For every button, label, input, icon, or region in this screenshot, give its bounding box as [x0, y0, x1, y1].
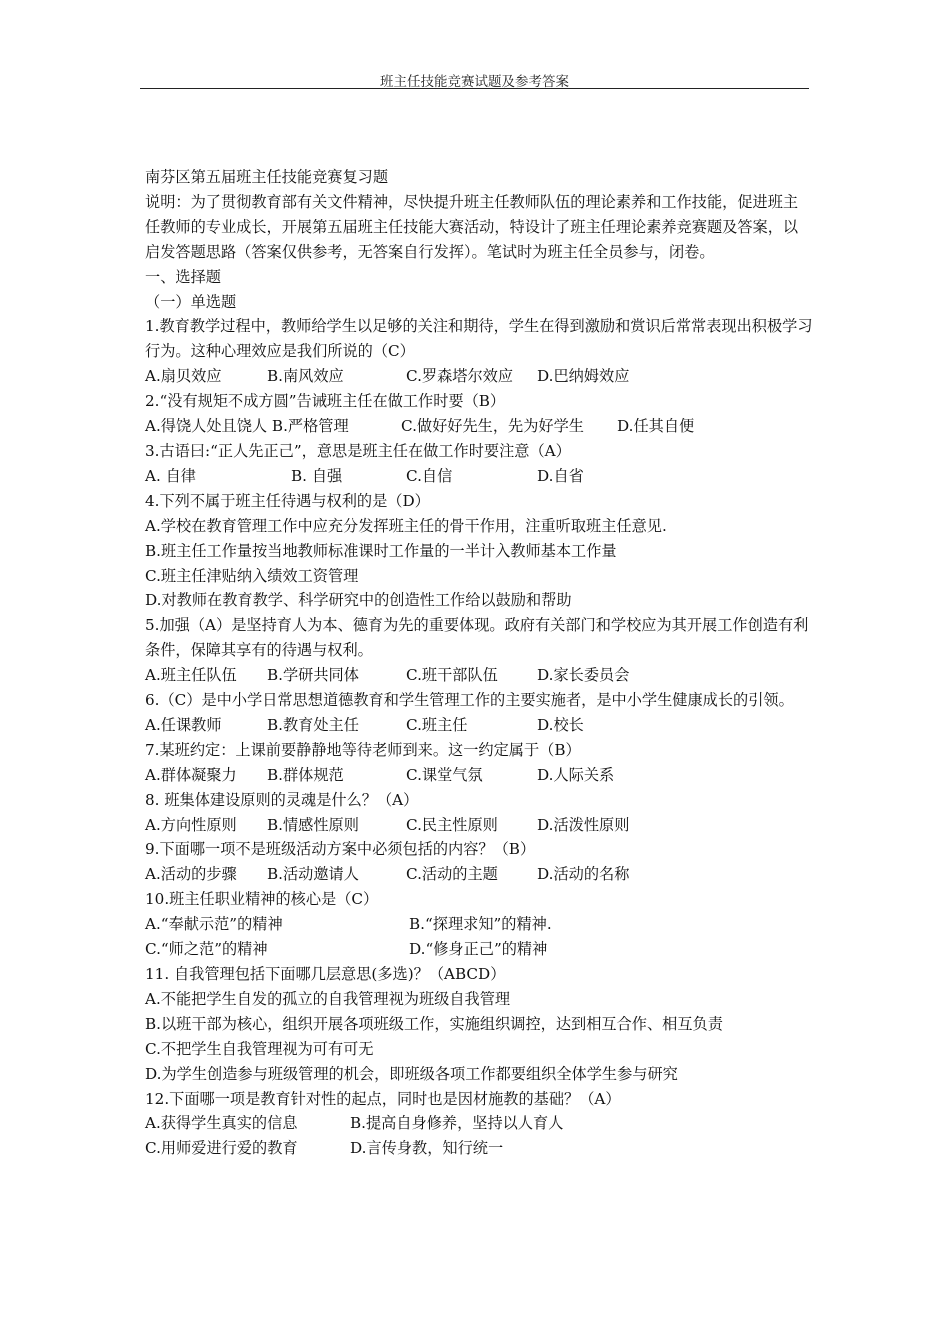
- option-b: B.提高自身修养，坚持以人育人: [350, 1114, 564, 1133]
- option-d: D.言传身教，知行统一: [350, 1139, 504, 1158]
- question-2-options: [145, 414, 813, 439]
- page-header: 班主任技能竞赛试题及参考答案: [380, 74, 569, 90]
- question-8-options: [145, 813, 813, 838]
- option-d: D.巴纳姆效应: [537, 367, 630, 386]
- question-12-options-row1: [145, 1111, 813, 1136]
- question-11: 11. 自我管理包括下面哪几层意思(多选)？（ABCD）: [145, 965, 506, 983]
- option-c: C.民主性原则: [406, 815, 498, 834]
- option-c: C.罗森塔尔效应: [406, 367, 514, 386]
- question-12: 12.下面哪一项是教育针对性的起点，同时也是因材施教的基础？（A）: [145, 1089, 621, 1108]
- document-body: [145, 165, 813, 1161]
- option-d: D.活泼性原则: [537, 815, 630, 834]
- question-1-options: [145, 364, 813, 389]
- option-b: B.“探理求知”的精神.: [409, 915, 552, 934]
- option-c: C.课堂气氛: [406, 765, 483, 784]
- header-divider: [140, 88, 809, 89]
- option-a: A.任课教师: [145, 715, 222, 734]
- question-8: 8. 班集体建设原则的灵魂是什么？（A）: [145, 790, 419, 809]
- option-b: B.活动邀请人: [267, 865, 359, 884]
- option-a: A.获得学生真实的信息: [145, 1114, 298, 1133]
- option-a: A.不能把学生自发的孤立的自我管理视为班级自我管理: [145, 989, 511, 1008]
- question-2: 2.“没有规矩不成方圆”告诫班主任在做工作时要（B）: [145, 392, 506, 411]
- option-a: A.“奉献示范”的精神: [145, 915, 283, 934]
- option-a: A.学校在教育管理工作中应充分发挥班主任的骨干作用，注重听取班主任意见.: [145, 516, 667, 535]
- option-d: D.为学生创造参与班级管理的机会，即班级各项工作都要组织全体学生参与研究: [145, 1064, 678, 1083]
- question-7: 7.某班约定：上课前要静静地等待老师到来。这一约定属于（B）: [145, 740, 581, 759]
- option-c: C.班干部队伍: [406, 666, 498, 685]
- option-b: B.南风效应: [267, 367, 344, 386]
- document-title: 南芬区第五届班主任技能竞赛复习题: [145, 168, 388, 186]
- option-a: A. 自律: [145, 466, 196, 485]
- question-10: 10.班主任职业精神的核心是（C）: [145, 890, 379, 909]
- option-c: C.做好好先生，先为好学生: [401, 417, 584, 436]
- option-d: D.“修身正己”的精神: [409, 940, 548, 959]
- option-a: A.班主任队伍: [145, 666, 237, 685]
- option-a: A.群体凝聚力: [145, 765, 237, 784]
- option-b: B.班主任工作量按当地教师标准课时工作量的一半计入教师基本工作量: [145, 541, 617, 560]
- option-b: B. 自强: [291, 466, 343, 485]
- question-9: 9.下面哪一项不是班级活动方案中必须包括的内容？（B）: [145, 840, 536, 859]
- option-d: D.活动的名称: [537, 865, 630, 884]
- question-10-options-row2: [145, 937, 813, 962]
- option-c: C.用师爱进行爱的教育: [145, 1139, 298, 1158]
- option-d: D.家长委员会: [537, 666, 630, 685]
- option-b: B.群体规范: [267, 765, 344, 784]
- question-12-options-row2: [145, 1136, 813, 1161]
- option-c: C.自信: [406, 466, 453, 485]
- option-c: C.班主任: [406, 715, 468, 734]
- question-5: 5.加强（A）是坚持育人为本、德育为先的重要体现。政府有关部门和学校应为其开展工作创造有利条件，保障其享有的待遇与权利。: [145, 616, 809, 660]
- option-a: A.活动的步骤: [145, 865, 237, 884]
- question-6: 6.（C）是中小学日常思想道德教育和学生管理工作的主要实施者，是中小学生健康成长的引领。: [145, 691, 794, 710]
- question-3-options: [145, 464, 813, 489]
- question-5-options: [145, 663, 813, 688]
- option-d: D.校长: [537, 715, 584, 734]
- option-c: C.班主任津贴纳入绩效工资管理: [145, 566, 359, 585]
- question-3: 3.古语曰:“正人先正己”，意思是班主任在做工作时要注意（A）: [145, 441, 571, 460]
- question-7-options: [145, 763, 813, 788]
- option-b: B.教育处主任: [267, 715, 359, 734]
- option-d: D.对教师在教育教学、科学研究中的创造性工作给以鼓励和帮助: [145, 591, 572, 610]
- option-d: D.自省: [537, 466, 584, 485]
- subsection-heading: （一）单选题: [145, 292, 237, 311]
- question-1: 1.教育教学过程中，教师给学生以足够的关注和期待，学生在得到激励和赏识后常常表现出积极学习行为。这种心理效应是我们所说的（C）: [145, 317, 813, 361]
- question-4: 4.下列不属于班主任待遇与权利的是（D）: [145, 491, 430, 510]
- option-c: C.不把学生自我管理视为可有可无: [145, 1039, 374, 1058]
- question-10-options-row1: [145, 912, 813, 937]
- option-b: B.情感性原则: [267, 815, 359, 834]
- option-a: A.方向性原则: [145, 815, 237, 834]
- option-c: C.“师之范”的精神: [145, 940, 268, 959]
- option-d: D.人际关系: [537, 765, 615, 784]
- question-6-options: [145, 713, 813, 738]
- option-b: B.以班干部为核心，组织开展各项班级工作，实施组织调控，达到相互合作、相互负责: [145, 1014, 723, 1033]
- question-9-options: [145, 862, 813, 887]
- option-a: A.扇贝效应: [145, 367, 222, 386]
- intro-paragraph: 说明：为了贯彻教育部有关文件精神，尽快提升班主任教师队伍的理论素养和工作技能，促进班主任教师的专业成长，开展第五届班主任技能大赛活动，特设计了班主任理论素养竞赛题及答案，以启发答题思路（答案仅供参考，无答案自行发挥）。笔试时为班主任全员参与，闭卷。: [145, 192, 799, 261]
- section-heading: 一、选择题: [145, 267, 221, 286]
- option-b: B.学研共同体: [267, 666, 359, 685]
- option-c: C.活动的主题: [406, 865, 498, 884]
- option-ab: A.得饶人处且饶人 B.严格管理: [145, 417, 349, 436]
- option-d: D.任其自便: [617, 417, 695, 436]
